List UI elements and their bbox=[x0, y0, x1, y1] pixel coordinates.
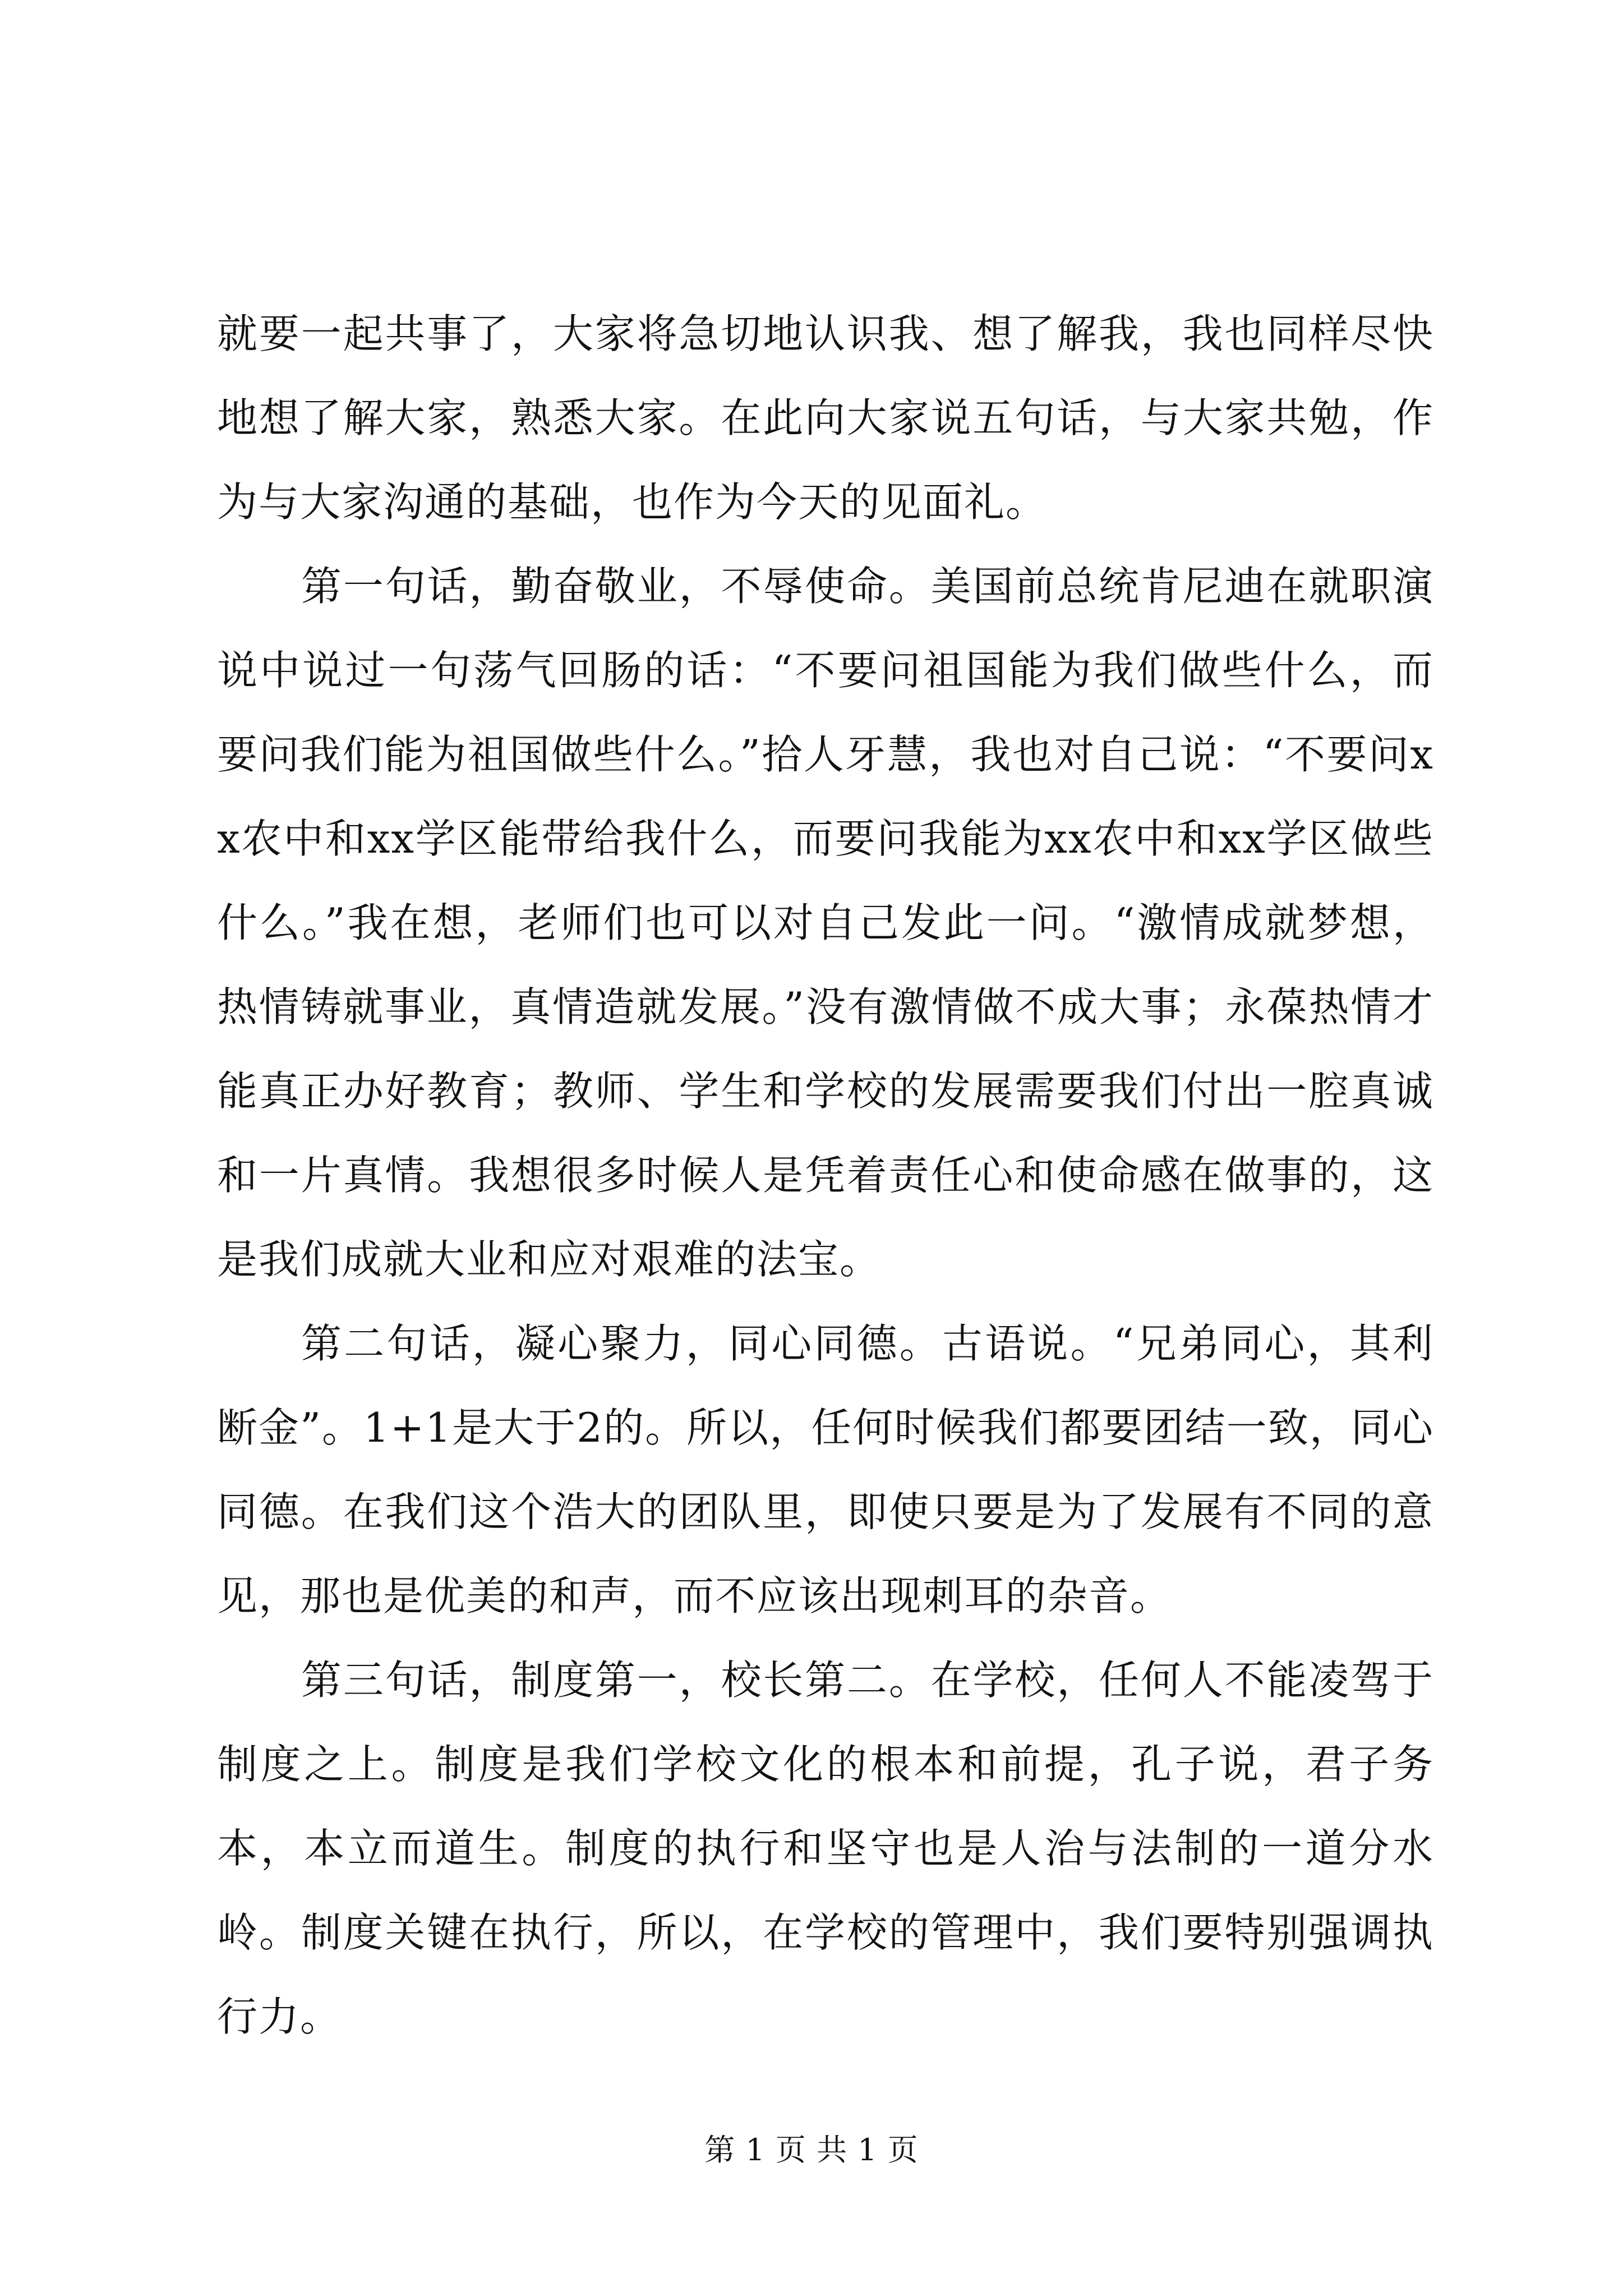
paragraph-intro: 就要一起共事了，大家将急切地认识我、想了解我，我也同样尽快地想了解大家，熟悉大家。在此向大家说五句话，与大家共勉，作为与大家沟通的基础，也作为今天的见面礼。 bbox=[217, 310, 1434, 526]
document-body bbox=[217, 292, 1434, 2059]
paragraph-first-saying: 第一句话，勤奋敬业，不辱使命。美国前总统肯尼迪在就职演说中说过一句荡气回肠的话：“不要问祖国能为我们做些什么，而要问我们能为祖国做些什么。”拾人牙慧，我也对自己说：“不要问xx农中和xx学区能带给我什么，而要问我能为xx农中和xx学区做些什么。”我在想，老师们也可以对自己发此一问。“激情成就梦想，热情铸就事业，真情造就发展。”没有激情做不成大事；永葆热情才能真正办好教育；教师、学生和学校的发展需要我们付出一腔真诚和一片真情。我想很多时候人是凭着责任心和使命感在做事的，这是我们成就大业和应对艰难的法宝。 bbox=[217, 563, 1434, 1283]
paragraph-second-saying: 第二句话，凝心聚力，同心同德。古语说。“兄弟同心，其利断金”。1+1是大于2的。所以，任何时候我们都要团结一致，同心同德。在我们这个浩大的团队里，即使只要是为了发展有不同的意见，那也是优美的和声，而不应该出现刺耳的杂音。 bbox=[217, 1320, 1434, 1619]
page-footer: 第 1 页 共 1 页 bbox=[704, 2132, 919, 2168]
paragraph-third-saying: 第三句话，制度第一，校长第二。在学校，任何人不能凌驾于制度之上。制度是我们学校文化的根本和前提，孔子说，君子务本，本立而道生。制度的执行和坚守也是人治与法制的一道分水岭。制度关键在执行，所以，在学校的管理中，我们要特别强调执行力。 bbox=[217, 1657, 1434, 2040]
